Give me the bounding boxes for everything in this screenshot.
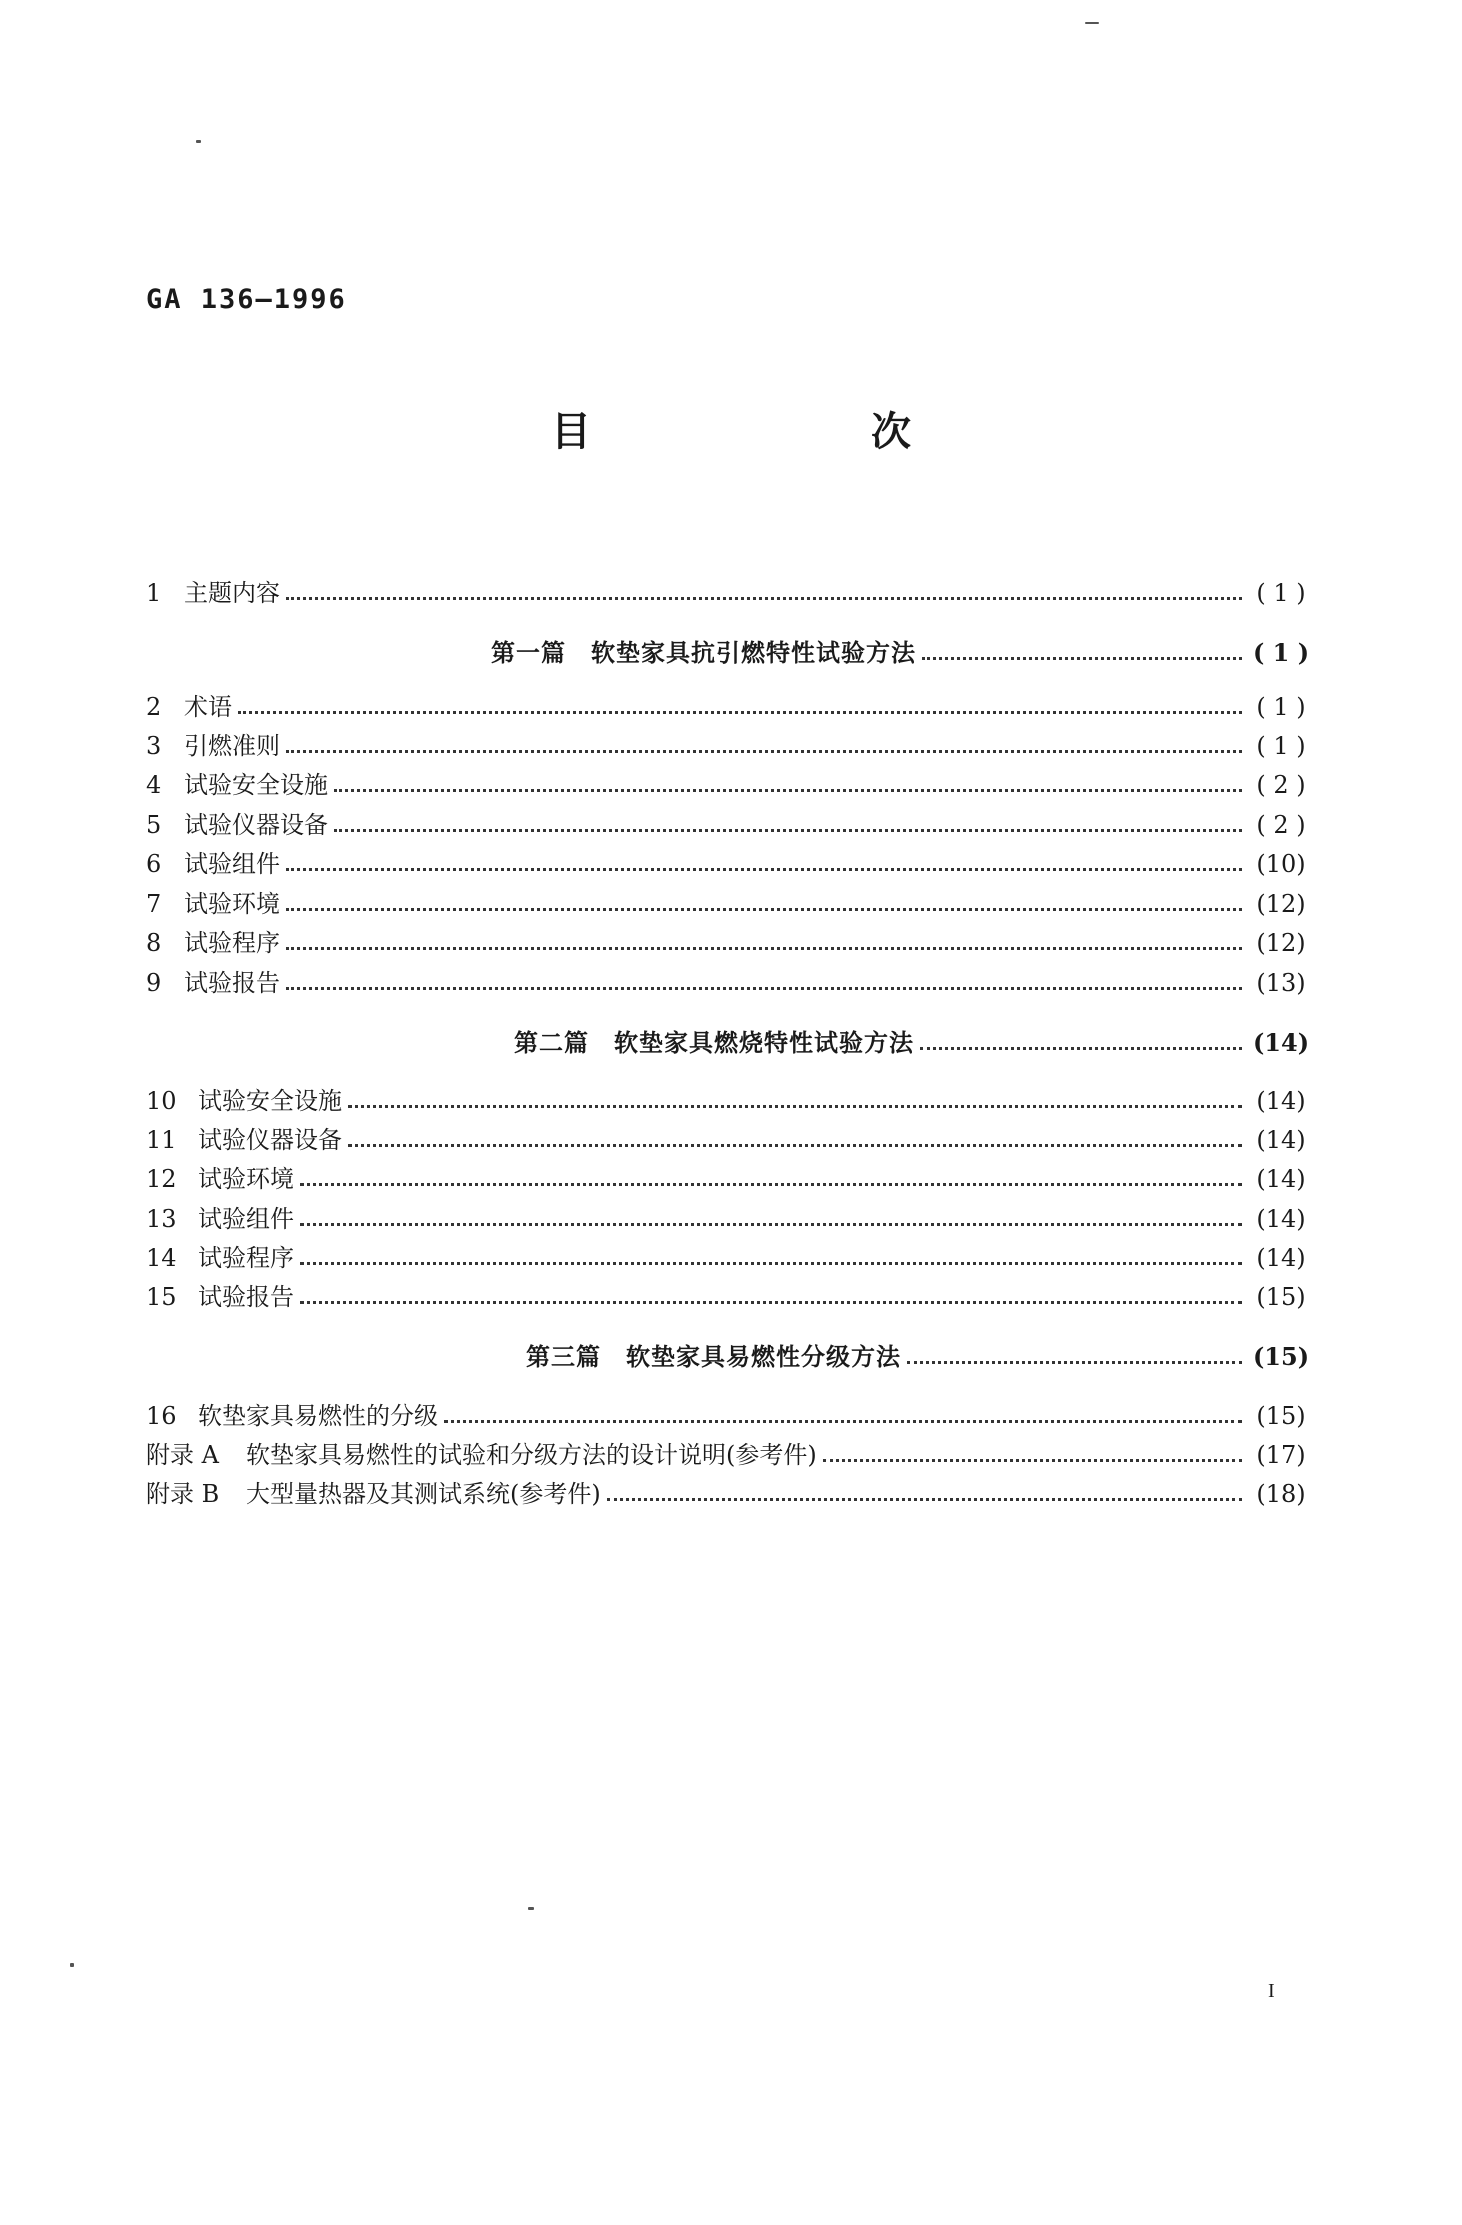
dot-leader xyxy=(300,1301,1242,1304)
toc-page-number: (14) xyxy=(1256,1087,1306,1115)
toc-page-number: (17) xyxy=(1256,1441,1306,1469)
dot-leader xyxy=(444,1420,1242,1423)
dot-leader xyxy=(286,597,1242,600)
dot-leader xyxy=(286,908,1242,911)
toc-entry xyxy=(146,574,1314,608)
toc-entry xyxy=(146,1121,1314,1155)
toc-entry xyxy=(146,1200,1314,1234)
dot-leader xyxy=(300,1183,1242,1186)
toc-entry-number: 3 xyxy=(146,732,162,760)
dot-leader xyxy=(334,789,1242,792)
dot-leader xyxy=(238,711,1242,714)
toc-entry xyxy=(146,964,1314,998)
toc-entry-title: 大型量热器及其测试系统(参考件) xyxy=(246,1480,601,1508)
toc-entry-title: 试验报告 xyxy=(184,969,280,997)
toc-entry-number: 8 xyxy=(146,929,162,957)
toc-page-number: (15) xyxy=(1256,1283,1306,1311)
toc-entry xyxy=(146,806,1314,840)
toc-entry xyxy=(146,1475,1314,1509)
toc-page-number: ( 1 ) xyxy=(1256,732,1306,760)
toc-entry-number: 6 xyxy=(146,850,162,878)
toc-page-number: (15) xyxy=(1256,1402,1306,1430)
toc-entry-title: 软垫家具易燃性的分级 xyxy=(198,1402,438,1430)
toc-page-number: (14) xyxy=(1256,1244,1306,1272)
toc-page-number: ( 1 ) xyxy=(1256,579,1306,607)
toc-entry-title: 术语 xyxy=(184,693,232,721)
toc-entry-title: 试验仪器设备 xyxy=(184,811,328,839)
toc-entry-title: 试验环境 xyxy=(184,890,280,918)
toc-entry xyxy=(146,885,1314,919)
toc-part-heading xyxy=(146,634,1314,668)
toc-entry-title: 试验仪器设备 xyxy=(198,1126,342,1154)
toc-page-number: ( 1 ) xyxy=(1252,638,1310,667)
dot-leader xyxy=(300,1223,1242,1226)
toc-entry-number: 9 xyxy=(146,969,162,997)
toc-entry-number: 11 xyxy=(146,1126,177,1154)
toc-part-title: 第二篇 软垫家具燃烧特性试验方法 xyxy=(514,1028,914,1057)
dot-leader xyxy=(607,1498,1242,1501)
toc-entry-number: 14 xyxy=(146,1244,177,1272)
toc-page-number: (14) xyxy=(1256,1126,1306,1154)
toc-page-number: (14) xyxy=(1256,1205,1306,1233)
toc-entry-number: 附录 A xyxy=(146,1441,219,1469)
toc-entry-title: 试验报告 xyxy=(198,1283,294,1311)
dot-leader xyxy=(334,829,1242,832)
toc-entry xyxy=(146,845,1314,879)
toc-page-number: (12) xyxy=(1256,890,1306,918)
dot-leader xyxy=(823,1459,1242,1462)
scan-speck xyxy=(1085,22,1099,24)
document-code: GA 136—1996 xyxy=(146,284,347,315)
toc-entry-title: 试验安全设施 xyxy=(198,1087,342,1115)
toc-entry-number: 附录 B xyxy=(146,1480,220,1508)
toc-page-number: (15) xyxy=(1252,1342,1310,1371)
toc-entry-title: 试验组件 xyxy=(198,1205,294,1233)
toc-page-number: (18) xyxy=(1256,1480,1306,1508)
toc-part-heading xyxy=(146,1024,1314,1058)
toc-entry-title: 试验组件 xyxy=(184,850,280,878)
toc-page-number: (14) xyxy=(1252,1028,1310,1057)
toc-entry xyxy=(146,924,1314,958)
toc-entry-number: 12 xyxy=(146,1165,177,1193)
toc-entry xyxy=(146,1160,1314,1194)
toc-entry-number: 5 xyxy=(146,811,162,839)
toc-page-number: ( 2 ) xyxy=(1256,811,1306,839)
dot-leader xyxy=(286,947,1242,950)
toc-entry-title: 试验安全设施 xyxy=(184,771,328,799)
toc-page-number: (12) xyxy=(1256,929,1306,957)
toc-entry xyxy=(146,688,1314,722)
toc-page-number: (10) xyxy=(1256,850,1306,878)
toc-page-number: (14) xyxy=(1256,1165,1306,1193)
toc-entry-title: 试验程序 xyxy=(198,1244,294,1272)
toc-entry-number: 2 xyxy=(146,693,162,721)
toc-part-heading xyxy=(146,1338,1314,1372)
toc-entry-number: 4 xyxy=(146,771,162,799)
dot-leader xyxy=(348,1105,1242,1108)
toc-entry-title: 软垫家具易燃性的试验和分级方法的设计说明(参考件) xyxy=(246,1441,817,1469)
page-number: I xyxy=(1268,1980,1275,2002)
toc-entry-title: 试验环境 xyxy=(198,1165,294,1193)
toc-entry-number: 1 xyxy=(146,579,162,607)
toc-entry-title: 主题内容 xyxy=(184,579,280,607)
scan-speck xyxy=(70,1963,74,1967)
scan-speck xyxy=(528,1907,534,1910)
dot-leader xyxy=(922,657,1242,660)
dot-leader xyxy=(286,750,1242,753)
toc-entry-number: 10 xyxy=(146,1087,177,1115)
dot-leader xyxy=(348,1144,1242,1147)
toc-entry xyxy=(146,766,1314,800)
dot-leader xyxy=(286,987,1242,990)
toc-page-number: ( 2 ) xyxy=(1256,771,1306,799)
toc-entry-title: 引燃准则 xyxy=(184,732,280,760)
toc-entry xyxy=(146,727,1314,761)
toc-entry xyxy=(146,1239,1314,1273)
page-title: 目 次 xyxy=(551,409,1031,455)
toc-entry xyxy=(146,1082,1314,1116)
toc-entry-number: 16 xyxy=(146,1402,177,1430)
toc-part-title: 第一篇 软垫家具抗引燃特性试验方法 xyxy=(491,638,916,667)
toc-part-title: 第三篇 软垫家具易燃性分级方法 xyxy=(526,1342,901,1371)
toc-entry-title: 试验程序 xyxy=(184,929,280,957)
toc-entry xyxy=(146,1397,1314,1431)
scan-speck xyxy=(196,140,201,143)
toc-entry xyxy=(146,1436,1314,1470)
dot-leader xyxy=(920,1047,1242,1050)
toc-entry-number: 13 xyxy=(146,1205,177,1233)
toc-page-number: (13) xyxy=(1256,969,1306,997)
dot-leader xyxy=(286,868,1242,871)
toc-entry xyxy=(146,1278,1314,1312)
toc-page-number: ( 1 ) xyxy=(1256,693,1306,721)
toc-entry-number: 7 xyxy=(146,890,162,918)
dot-leader xyxy=(907,1361,1242,1364)
toc-entry-number: 15 xyxy=(146,1283,177,1311)
dot-leader xyxy=(300,1262,1242,1265)
